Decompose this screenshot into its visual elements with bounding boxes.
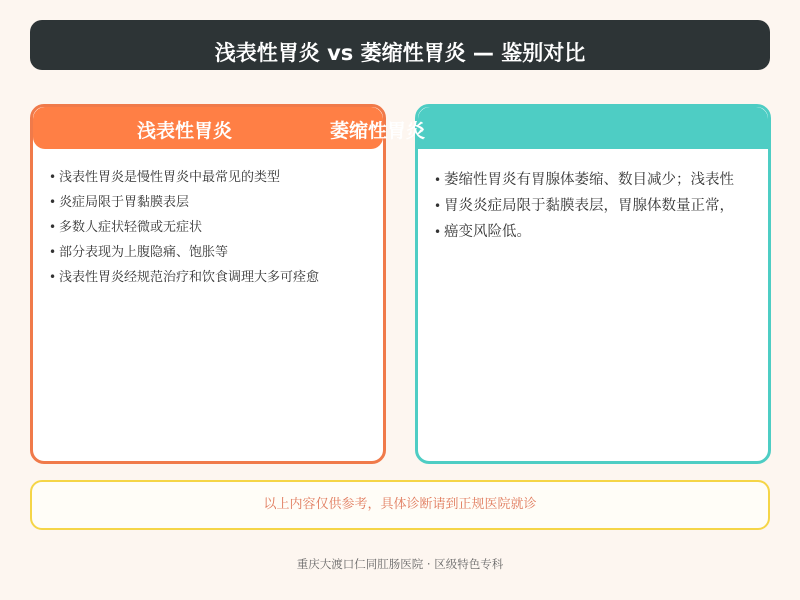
bullet-icon: • — [434, 225, 442, 239]
list-item — [49, 240, 373, 265]
bullet-icon: • — [434, 199, 442, 213]
left-bullet-list — [49, 165, 373, 290]
list-item-text: 癌变风险低。 — [444, 224, 531, 240]
list-item-text: 多数人症状轻微或无症状 — [59, 220, 203, 235]
bullet-icon: • — [49, 220, 57, 234]
page-title: 浅表性胃炎 vs 萎缩性胃炎 — 鉴别对比 — [214, 41, 586, 65]
list-item — [434, 219, 768, 245]
disclaimer-box — [30, 480, 770, 530]
right-bullet-list — [434, 167, 768, 245]
bullet-icon: • — [49, 170, 57, 184]
list-item — [49, 165, 373, 190]
bullet-icon: • — [49, 245, 57, 259]
left-card — [30, 104, 386, 464]
right-card-header — [418, 107, 768, 149]
list-item-text: 浅表性胃炎经规范治疗和饮食调理大多可痊愈 — [59, 270, 320, 285]
list-item-text: 浅表性胃炎是慢性胃炎中最常见的类型 — [59, 170, 281, 185]
disclaimer-text: 以上内容仅供参考，具体诊断请到正规医院就诊 — [263, 497, 537, 512]
list-item-text: 胃炎炎症局限于黏膜表层，胃腺体数量正常， — [444, 198, 734, 214]
list-item — [49, 190, 373, 215]
bullet-icon: • — [49, 270, 57, 284]
list-item-text: 萎缩性胃炎有胃腺体萎缩、数目减少；浅表性 — [444, 172, 734, 188]
list-item-text: 炎症局限于胃黏膜表层 — [59, 195, 190, 210]
right-card — [415, 104, 771, 464]
list-item — [434, 167, 768, 193]
bullet-icon: • — [49, 195, 57, 209]
right-card-title: 萎缩性胃炎 — [330, 120, 426, 142]
left-card-title: 浅表性胃炎 — [137, 120, 233, 142]
list-item-text: 部分表现为上腹隐痛、饱胀等 — [59, 245, 229, 260]
list-item — [49, 265, 373, 290]
footer-text: 重庆大渡口仁同肛肠医院 · 区级特色专科 — [296, 557, 504, 571]
bullet-icon: • — [434, 173, 442, 187]
list-item — [49, 215, 373, 240]
list-item — [434, 193, 768, 219]
